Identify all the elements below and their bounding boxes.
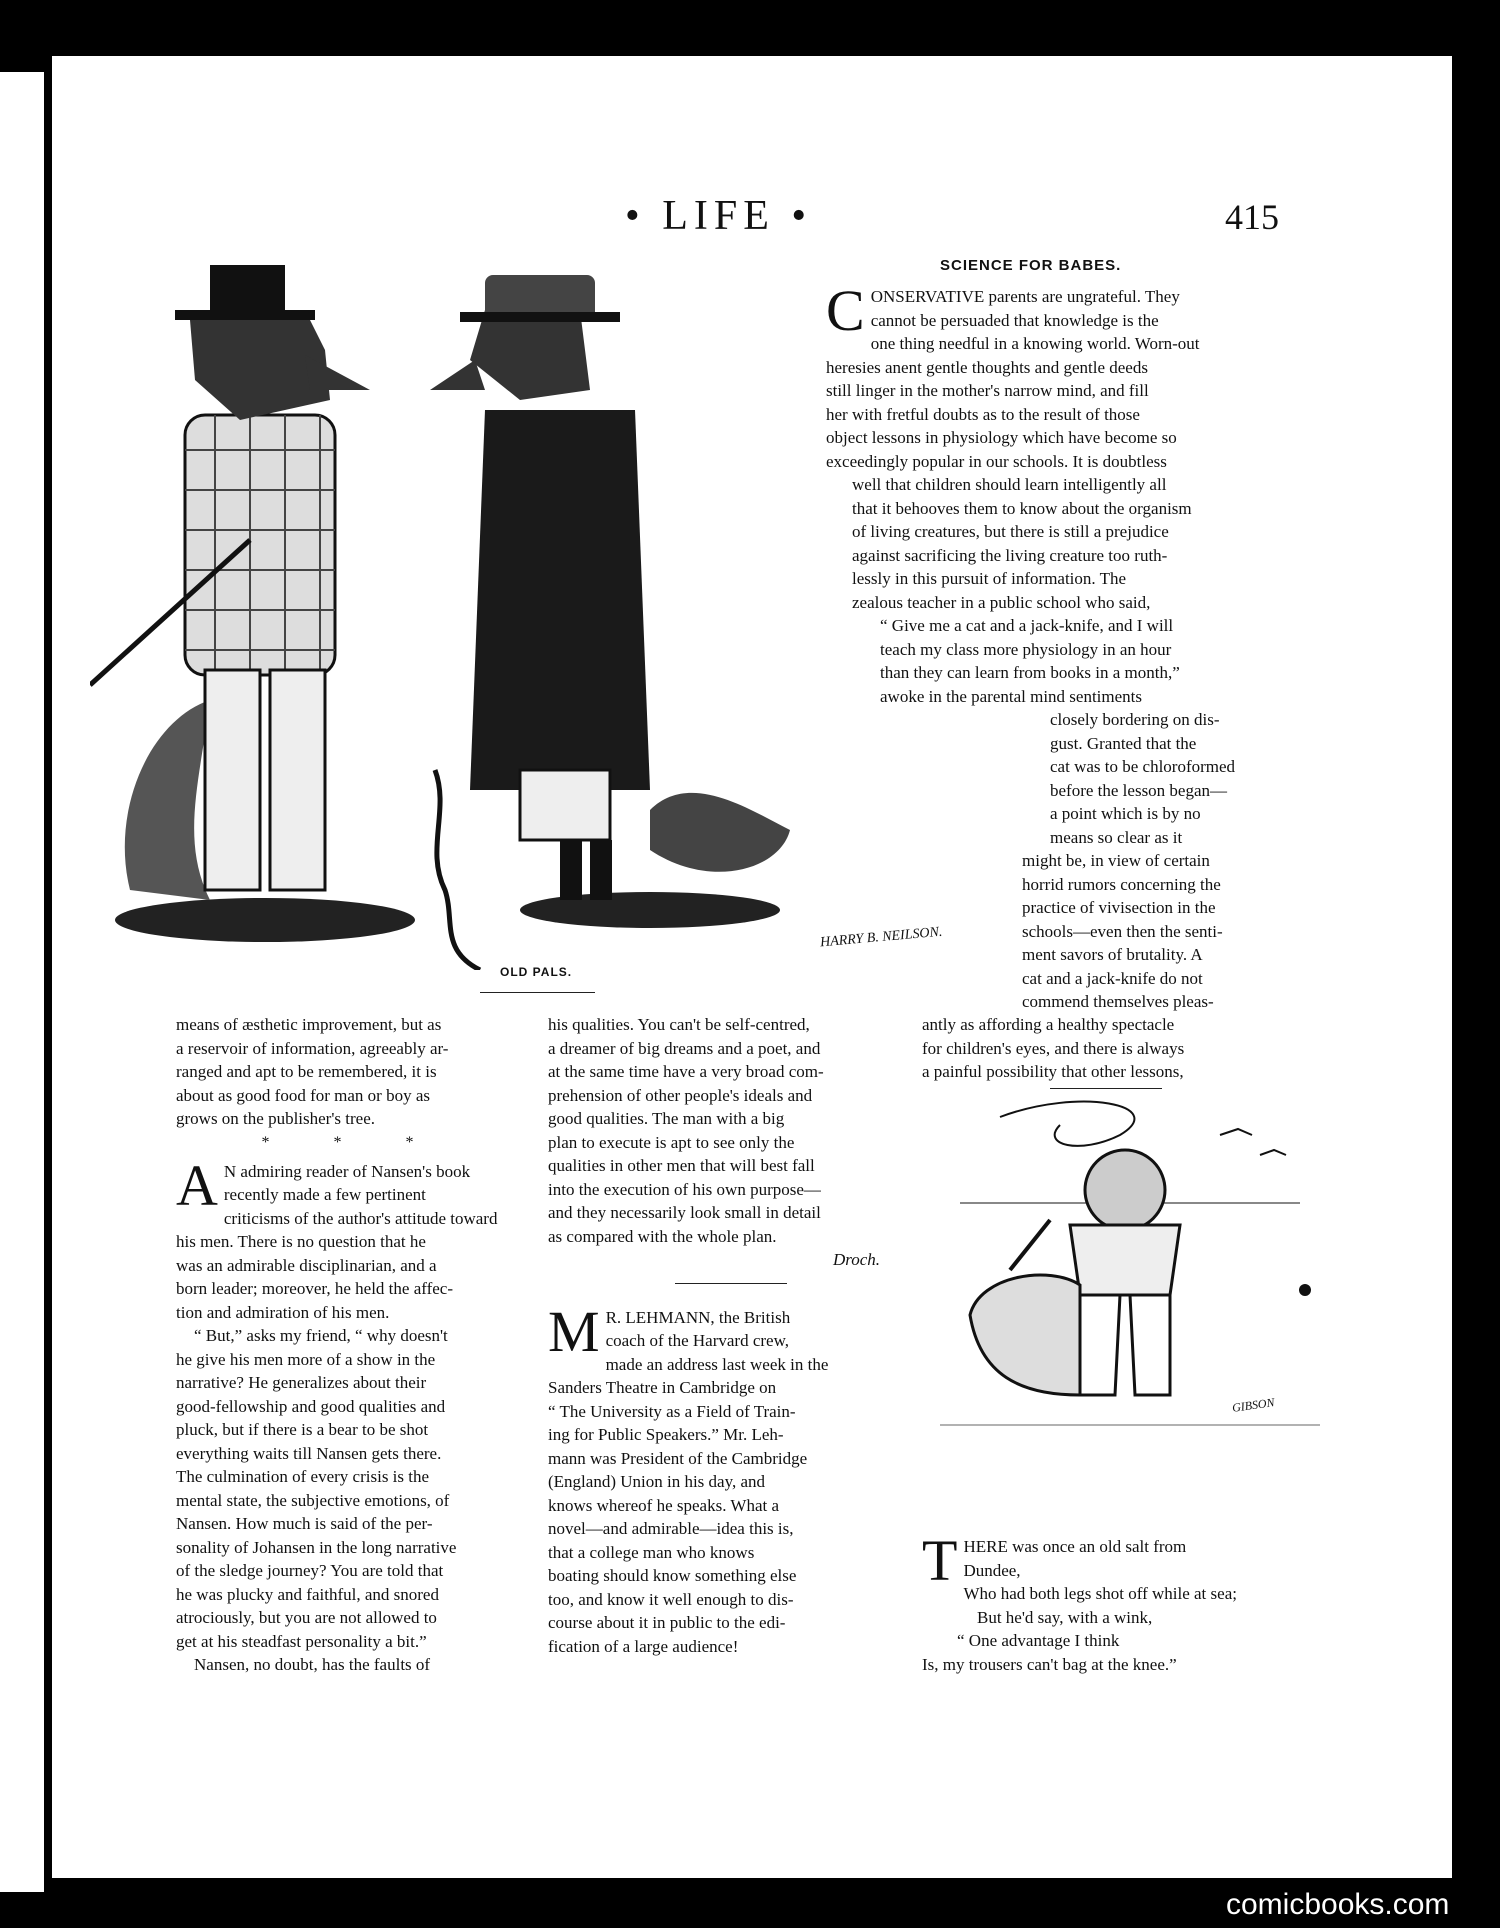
text-line: antly as affording a healthy spectacle <box>922 1015 1175 1034</box>
text-line: mental state, the subjective emotions, of <box>176 1490 450 1510</box>
text-line: he give his men more of a show in the <box>176 1349 436 1369</box>
science-article-top <box>826 278 1276 473</box>
text-line: a dreamer of big dreams and a poet, and <box>548 1038 821 1058</box>
text-line: R. LEHMANN, the British <box>605 1307 791 1327</box>
text-line: Nansen. How much is said of the per- <box>176 1514 433 1533</box>
text-line: Dundee, <box>963 1560 1021 1580</box>
column-rule <box>675 1283 787 1284</box>
text-line: atrociously, but you are not allowed to <box>176 1608 437 1627</box>
text-line: Nansen, no doubt, has the faults of <box>194 1655 431 1674</box>
text-line: Sanders Theatre in Cambridge on <box>548 1378 777 1397</box>
text-line: good-fellowship and good qualities and <box>176 1396 446 1416</box>
text-line: a point which is by no <box>1050 804 1201 823</box>
text-line: than they can learn from books in a month,” <box>880 663 1180 682</box>
text-line: at the same time have a very broad com- <box>548 1062 824 1081</box>
text-line: cannot be persuaded that knowledge is the <box>870 310 1159 330</box>
text-line: narrative? He generalizes about their <box>176 1373 427 1392</box>
text-line: teach my class more physiology in an hour <box>880 639 1172 659</box>
text-line: (England) Union in his day, and <box>548 1472 766 1491</box>
text-line: awoke in the parental mind sentiments <box>880 686 1143 706</box>
text-line: cat was to be chloroformed <box>1050 757 1236 776</box>
column-one <box>176 1013 529 1677</box>
text-line: object lessons in physiology which have become so <box>826 428 1177 447</box>
science-article-lower <box>880 614 1276 708</box>
text-line: still linger in the mother's narrow mind, and fill <box>826 381 1149 400</box>
text-line: of the sledge journey? You are told that <box>176 1561 444 1580</box>
text-line: coach of the Harvard crew, <box>605 1331 790 1350</box>
text-line: tion and admiration of his men. <box>176 1302 390 1322</box>
text-line: “ But,” asks my friend, “ why doesn't <box>194 1326 448 1345</box>
magazine-title: • LIFE • <box>625 193 813 239</box>
text-line: sonality of Johansen in the long narrative <box>176 1537 457 1557</box>
author-signature: Droch. <box>832 1250 880 1269</box>
text-line: qualities in other men that will best fall <box>548 1156 815 1175</box>
text-line: and they necessarily look small in detail <box>548 1203 821 1222</box>
text-line: lessly in this pursuit of information. The <box>852 569 1127 588</box>
text-line: one thing needful in a knowing world. Worn-out <box>870 334 1200 353</box>
text-line: heresies anent gentle thoughts and gentle deeds <box>826 357 1148 377</box>
text-line: closely bordering on dis- <box>1050 710 1220 729</box>
text-line: horrid rumors concerning the <box>1022 874 1221 894</box>
caption-rule <box>480 992 595 993</box>
text-line: ing for Public Speakers.” Mr. Leh- <box>548 1425 784 1444</box>
text-line: prehension of other people's ideals and <box>548 1085 813 1105</box>
text-line: was an admirable disciplinarian, and a <box>176 1255 437 1275</box>
text-line: means so clear as it <box>1050 827 1183 847</box>
text-line: Is, my trousers can't bag at the knee.” <box>922 1654 1177 1674</box>
cartoon-caption: OLD PALS. <box>500 965 573 979</box>
text-line: cat and a jack-knife do not <box>1022 968 1203 988</box>
science-article-narrow <box>1050 708 1276 849</box>
text-line: a painful possibility that other lessons, <box>922 1062 1184 1081</box>
science-article-bottom <box>922 1013 1276 1084</box>
old-pals-illustration <box>90 250 810 970</box>
text-line: well that children should learn intelligently all <box>852 475 1167 494</box>
old-salt-illustration <box>920 1095 1340 1515</box>
text-line: everything waits till Nansen gets there. <box>176 1443 442 1463</box>
text-line: plan to execute is apt to see only the <box>548 1132 795 1152</box>
text-line: knows whereof he speaks. What a <box>548 1495 780 1515</box>
text-line: “ The University as a Field of Train- <box>548 1401 796 1421</box>
drop-cap-a: A <box>176 1152 218 1218</box>
text-line: “ Give me a cat and a jack-knife, and I will <box>880 616 1174 635</box>
text-line: zealous teacher in a public school who said, <box>852 592 1151 612</box>
text-line: into the execution of his own purpose— <box>548 1179 821 1199</box>
text-line: exceedingly popular in our schools. It is doubtless <box>826 451 1167 471</box>
text-line: too, and know it well enough to dis- <box>548 1589 794 1609</box>
facing-page-edge <box>0 72 44 1892</box>
text-line: a reservoir of information, agreeably ar- <box>176 1038 449 1058</box>
text-line: means of æsthetic improvement, but as <box>176 1015 442 1034</box>
column-two <box>548 1013 900 1658</box>
text-line: Who had both legs shot off while at sea; <box>963 1584 1237 1603</box>
article-title: SCIENCE FOR BABES. <box>940 257 1122 274</box>
text-line: course about it in public to the edi- <box>548 1613 786 1632</box>
text-line: he was plucky and faithful, and snored <box>176 1584 439 1604</box>
drop-cap-m: M <box>548 1298 600 1364</box>
column-rule <box>1050 1088 1162 1089</box>
text-line: his men. There is no question that he <box>176 1232 426 1251</box>
section-stars: * * * <box>261 1133 444 1151</box>
text-line: commend themselves pleas- <box>1022 992 1214 1011</box>
text-line: ranged and apt to be remembered, it is <box>176 1062 437 1081</box>
page-number: 415 <box>1225 197 1279 237</box>
text-line: But he'd say, with a wink, <box>977 1607 1153 1627</box>
drop-cap-c: C <box>826 278 865 343</box>
text-line: that a college man who knows <box>548 1542 755 1562</box>
text-line: as compared with the whole plan. <box>548 1226 777 1246</box>
text-line: grows on the publisher's tree. <box>176 1109 375 1128</box>
text-line: ment savors of brutality. A <box>1022 945 1203 964</box>
text-line: her with fretful doubts as to the result of those <box>826 404 1140 424</box>
text-line: novel—and admirable—idea this is, <box>548 1519 794 1538</box>
text-line: schools—even then the senti- <box>1022 921 1223 941</box>
science-article-mid <box>852 473 1276 614</box>
artist-signature-2: GIBSON <box>1231 1395 1276 1415</box>
text-line: mann was President of the Cambridge <box>548 1448 808 1468</box>
text-line: practice of vivisection in the <box>1022 898 1216 917</box>
text-line: get at his steadfast personality a bit.” <box>176 1631 427 1651</box>
text-line: might be, in view of certain <box>1022 851 1210 870</box>
text-line: that it behooves them to know about the organism <box>852 498 1192 518</box>
text-line: HERE was once an old salt from <box>963 1537 1187 1556</box>
limerick <box>922 1528 1276 1676</box>
science-article-narrow-2 <box>1022 849 1276 1014</box>
text-line: “ One advantage I think <box>957 1631 1120 1650</box>
text-line: pluck, but if there is a bear to be shot <box>176 1420 429 1439</box>
text-line: The culmination of every crisis is the <box>176 1467 430 1486</box>
text-line: gust. Granted that the <box>1050 733 1197 753</box>
text-line: boating should know something else <box>548 1566 797 1585</box>
text-line: before the lesson began— <box>1050 780 1228 800</box>
watermark: comicbooks.com <box>1226 1888 1450 1921</box>
drop-cap-t: T <box>922 1528 958 1593</box>
text-line: against sacrificing the living creature too ruth- <box>852 545 1168 565</box>
text-line: made an address last week in the <box>605 1354 829 1374</box>
text-line: recently made a few pertinent <box>223 1185 426 1204</box>
text-line: fication of a large audience! <box>548 1636 739 1656</box>
text-line: about as good food for man or boy as <box>176 1085 431 1105</box>
text-line: ONSERVATIVE parents are ungrateful. They <box>870 287 1180 306</box>
text-line: criticisms of the author's attitude toward <box>223 1208 498 1228</box>
artist-signature: HARRY B. NEILSON. <box>819 924 944 951</box>
text-line: born leader; moreover, he held the affec- <box>176 1279 454 1298</box>
text-line: his qualities. You can't be self-centred, <box>548 1015 810 1034</box>
text-line: for children's eyes, and there is always <box>922 1038 1185 1058</box>
text-line: of living creatures, but there is still a prejudice <box>852 522 1169 541</box>
text-line: N admiring reader of Nansen's book <box>223 1161 471 1181</box>
text-line: good qualities. The man with a big <box>548 1109 785 1128</box>
